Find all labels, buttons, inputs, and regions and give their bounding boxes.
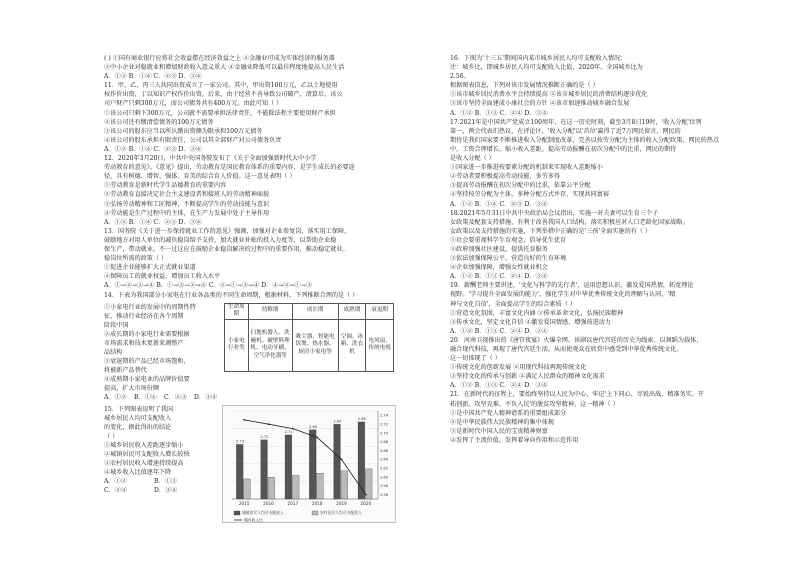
text-line: ①劳动教育是新时代学生品德教育的重要内容 [104,182,227,190]
text-line: ①该市城乡居民消费水平会持续提高 ②该市城乡居民的消费结构逐步优化 [450,91,648,99]
x-tick-label: 2017 [287,500,299,506]
ratio-point [243,418,245,420]
text-line: 权作价出资，丁以知识产权作价出资，后来，由于经营不善导致公司破产，清算后，该公 [104,91,343,99]
right-tick-label: 2.58 [380,483,389,488]
legend-label: 农村居民人均可支配收入 [320,509,362,515]
q14-heading: 14．下表为我国部分小家电在行业各品类的不同生命周期，根据材料，下列推断合理的是（ ） [104,292,359,300]
text-line: 品结构 [104,349,123,356]
right-tick-label: 2.68 [380,439,389,444]
text-line: 19．薪酬老师主要讲述，'文化与科学的先行者'，运用思想认识，激发爱国热情，拓宽理论 [450,282,694,290]
text-line: ①社会要重视科学生育观念，倡导优生优育 [450,236,567,244]
text-line: 第一，两会代表们热议，在评论区，'收入分配'以'首位'赢得了近7万网民留言，网民的 [450,127,681,135]
text-line: ③坚持文化的传承与创新 ④满足人民群众的精神文化需求 [450,373,605,381]
bar-urban [261,439,268,498]
bar-rural [317,473,324,499]
left-column [104,54,396,523]
x-tick-label: 2016 [263,500,274,506]
text-line: 根据图表信息，下列对该市发展情况推断正确的是（ ） [450,82,599,90]
text-line: 市场需求和技术更新来调整产 [104,339,184,347]
text-line: ①传统文化的创新发展 ②用现代科技再现传统文化 [450,364,587,372]
text-line: 阶段中国 [104,321,129,329]
option: B．①③ [154,478,177,486]
text-line: ③中小企业对稳就业和增加财政收入意义重大 ④金融业降低可以最佳程度地提高人民生活 [104,64,345,72]
text-line: ③提高劳动报酬在初次分配中的比重，依靠公平分配 [450,182,591,190]
table-header: 成长期 [292,303,338,319]
question-15 [104,405,396,523]
text-line: （ ） [104,432,119,440]
text-line: 期待是我们国家要不断推进收入分配制度改革，完善以按劳分配为主体的收入分配政策，网民的热点 [450,136,720,144]
text-line: 11．甲、乙、丙三人共同出资成立了一家公司。其中，甲出资100万元，乙以土地使用 [104,82,338,90]
table-cell: 扫地机器人、洗碗机、破壁料理机、电动牙刷、空气净化器等 [248,319,292,371]
text-line: 21．在新时代的征程上，要始终坚持以人民为中心，牢记'上下同心、尽锐出战、精准务实、开 [450,391,705,399]
q15-statements [104,441,222,477]
ratio-point [292,427,294,429]
bar-rural [292,475,299,499]
text-line: A．①② B．①③ C．②④ D．③④ [450,273,548,281]
text-line: 保生产，带动就业。不一过这应在鼓励企业稳岗解决的过程中的重要作用，推动稳定就业。 [104,245,349,253]
bar-value-label: 2.72 [260,434,269,439]
text-line: ②政府加强社区建设，提供托育服务 [450,245,548,253]
text-line: 拓创新、攻坚克难、不负人民'的脱贫攻坚精神。这一精神（ ） [450,400,619,408]
text-line: 征，推动行业经济在各个周期 [104,312,184,320]
text-line: ②该公司还有缴清偿债务的100万元债务 [104,118,214,126]
text-line: 径，具有树德、增智、强体、育美的综合育人价值。这一意见表明（ ） [104,173,296,181]
text-line: 2.56。 [450,73,470,81]
text-line: ③传承文化，坚定文化自信 ④激发爱国情感，增强前进动力 [450,318,611,326]
text-line: 13．国务院《关于进一步保持就业工作的意见》强调，加强对企业参复岗，落实用工保障， [104,227,351,235]
text-line: 城乡居民人均可支配收入 [104,414,172,422]
x-tick-label: 2018 [311,500,323,506]
option: C．②③ [164,394,187,402]
bar-urban [358,421,365,498]
bar-value-label: 2.64 [333,418,342,423]
table-row-label: 小家电行业类 [225,319,249,371]
legend-label: 城乡收入比 [244,516,263,522]
text-line: 12．2020年3月20日，中共中央国务院发布了《关于全面加强新时代大中小学 [104,155,317,163]
text-line: 视野。'学习提升全面发展的能力'，强化学生对中华优秀传统文化的理解与认同，'精 [450,291,676,299]
text-line: ①该公司只剩下300万元，公司就不需要承担法律责任，不能除法程主要使用财产承担 [104,109,336,117]
text-line: ②劳动教育直接决定社会主义建设者和接班人的劳动精神面貌 [104,191,270,199]
text-line: ②城镇居民可支配收入增长较快 [104,451,190,459]
text-line: A．①→②→③→④ B．①→③→②→④ C．②→①→③→④ D．④→②→①→③ [104,282,313,290]
text-line: ④劳动能是生产过程中的主体，在生产力发展中处于主导作用 [104,209,270,217]
x-tick-label: 2015 [238,500,250,506]
text-line: ④城乡收入比值逐年下降 [104,469,172,477]
bar-rural [244,478,251,498]
text-line: ④坚持按劳分配为主体，多种分配方式并存，实现共同富裕 [450,191,609,199]
option: A．①② [104,394,127,402]
text-line: 这一切体现了（ ） [450,355,501,363]
text-line: ③衰退期的产品已经市场饱和， [104,358,190,366]
option: D．③④ [194,394,218,402]
text-line: 15．下列图表说明了我国 [104,405,173,413]
text-line: ③依法加强保障公平，营造良好的生育环境 [450,255,567,263]
text-line: ③弘扬劳动精神和工匠精神，不断提高学生的劳动技能与意识 [104,200,270,208]
table-cell: 吸尘器、智能电饭煲、热水器、厨房小家电等 [292,319,338,371]
text-line: A．①② B．①③ C．②④ D．③④ [450,382,548,390]
text-line: ④发挥了主流价值，发挥着导向作用和示范作用 [450,436,579,444]
bar-rural [268,477,275,499]
text-line: A．①② B．①③ C．②④ D．③④ [450,327,548,335]
bar-urban [236,444,243,499]
ratio-point [268,423,270,425]
text-line: 注：城乡比，即城乡居民人均可支配收入比值，2020年，全国城乡比为 [450,64,643,72]
right-tick-label: 2.56 [380,492,389,497]
left-top-text [104,54,396,290]
text-line: ①是中国共产党人精神谱系的重要组成部分 [450,409,567,417]
legend-label: 城镇居民人均可支配收入 [242,509,284,515]
text-line: 的变化，据此得出的结论 [104,423,172,431]
text-line: ( ) ①国有商业银行应将社会效益摆在经济效益之上 ②金融业可成为实体经济的服务器 [104,55,335,62]
text-line: ①国家进一步推进按要素分配的机制来实现收入差距缩小 [450,164,603,172]
bar-urban [285,434,292,498]
right-column [450,54,750,445]
right-tick-label: 2.72 [380,422,389,427]
right-tick-label: 2.60 [380,474,389,479]
right-tick-label: 2.66 [380,448,389,453]
q15-options [104,477,222,495]
text-line: ③该公司的股东应当以所认缴出资额为限承担100万元债务 [104,127,263,135]
text-line: ①小家电行业的发展中的周期性特 [104,303,196,311]
text-line: 劳动教育的意见》。《意见》提出，劳动教育是国民教育体系的重要内容，是学生成长的必要途 [104,164,355,172]
text-line: ②保障员工的就业权益，增加员工收入水平 [104,273,221,281]
income-chart [222,405,396,523]
text-line: ④企业加强保障，增强女性就业机会 [450,264,548,272]
text-line: 融合现代科技，再现了唐代宫廷生活。从而使观众在欣赏中感受到中华优秀传统文化。 [450,346,683,353]
text-line: ③是新时代中国人民的宝贵精神财富 [450,427,548,435]
option: D．③④ [154,487,178,495]
bar-urban [309,429,316,498]
legend-swatch [312,511,318,515]
text-line: 稳岗位所需的政策（ ） [104,255,168,263]
option: B．①④ [134,394,157,402]
text-line: A．①② B．①③ C．②④ D．③④ [450,109,548,117]
text-line: A．①② B．①④ C．②③ D．③④ [104,145,202,153]
table-cell: 电风扇、传统电视 [366,319,394,371]
text-line: ③农村居民收入增速持续提高 [104,460,184,468]
text-line: 16．下图为'十三五'期间国内某市城乡居民人均可支配收入情况： [450,55,627,62]
text-line: ②是中华民族伟大民族精神的集中体现 [450,418,554,426]
right-tick-label: 2.70 [380,430,389,435]
text-line: ④该公司的股东承担有限责任，公司以其全部财产对公司债务负责 [104,136,282,144]
bar-rural [341,470,348,498]
table-header: 生命周期 [225,303,249,319]
text-line: ①促进企业能够扩大正式就业渠道 [104,264,196,272]
legend-swatch [234,511,240,515]
text-line: A．①② B．①④ C．②③ D．③④ [104,218,202,226]
table-cell: 空调、冰箱、洗衣机 [338,319,366,371]
x-tick-label: 2019 [336,500,347,506]
ratio-point [365,493,367,495]
ratio-point [316,436,318,438]
right-text [450,54,750,390]
table-header: 衰退期 [366,303,394,319]
text-line: 将被新产品替代 [104,367,147,375]
text-line: ①营造文化氛围，丰富文化内涵 ②传承革命文化，弘扬民族精神 [450,309,624,317]
text-line: 提高，扩大市场份额 [104,385,160,393]
text-line: 神与文化自信'，全面提高学生的综合素质（ ） [450,300,576,308]
bar-value-label: 2.71 [284,429,293,434]
text-line: 18.2021年5月31日中共中央政治局会议指出，实施一对夫妻可以生育三个子 [450,209,659,217]
table-header: 幼稚期 [248,303,292,319]
text-line: 是收入分配（ ） [450,155,495,163]
text-line: 中，工资合理增长、缩小收入差距、提高劳动报酬在初次分配中的比重，网民的期待 [450,145,677,153]
table-header: 成熟期 [338,303,366,319]
option: C．②④ [104,487,128,495]
income-chart-wrapper [222,405,396,523]
text-line: ④成熟期小家电业的品牌价值要 [104,376,190,384]
x-tick-label: 2020 [360,500,372,506]
text-line: 女政策以及支持措施的实施，下列举措中正确的是'三孩'全面实施的有（ ） [450,227,651,235]
bar-value-label: 2.73 [236,439,245,444]
text-line: ②劳动者要积极提高劳动技能，多劳多得 [450,173,561,181]
q14-options [104,393,224,402]
text-line: A．①② B．①④ C．②③ D．③④ [104,73,202,81]
text-line: 17.2021年是中国共产党成立100周年，在这一历史时刻，截至3月8日19时，'收入分配'位列 [450,118,702,126]
right-tick-label: 2.74 [380,413,389,418]
option: A．①② [104,478,127,486]
question-14 [104,291,396,402]
text-line: 鼓励地方对用人单位的减负稳岗给予支持，加大就业补贴的投入力度等，以帮助企业稳 [104,236,337,244]
text-line: ①城乡居民收入差距逐步缩小 [104,441,184,449]
text-line: 20．河南卫视推出的《唐宫夜宴》火爆全网。该剧以唐代宫廷的历史为线索，以舞蹈为载体， [450,336,703,344]
ratio-point [341,458,343,460]
text-line: 女政策及配套支持措施，有利于改善我国人口结构，落实积极应对人口老龄化国家战略。 [450,218,689,226]
text-line: ②成长期的小家电行业需要根据 [104,330,190,338]
bar-urban [334,424,341,499]
lifecycle-table [224,303,394,372]
text-line: 司户财产只剩300万元，而公司债务共有400万元。由此可知（ ） [104,100,283,108]
q15-stem [104,405,222,441]
right-tick-label: 2.64 [380,457,389,462]
text-line: ③该市坚持全面建成小康社会的方针 ④该市加速推动城乡融合发展 [450,100,630,108]
q14-statements [104,303,224,394]
right-tick-label: 2.62 [380,466,389,471]
text-line: A．①② B．①④ C．②③ D．③④ [450,200,548,208]
bar-value-label: 2.69 [309,424,318,429]
bar-value-label: 2.56 [357,416,366,421]
question-21 [450,390,750,445]
